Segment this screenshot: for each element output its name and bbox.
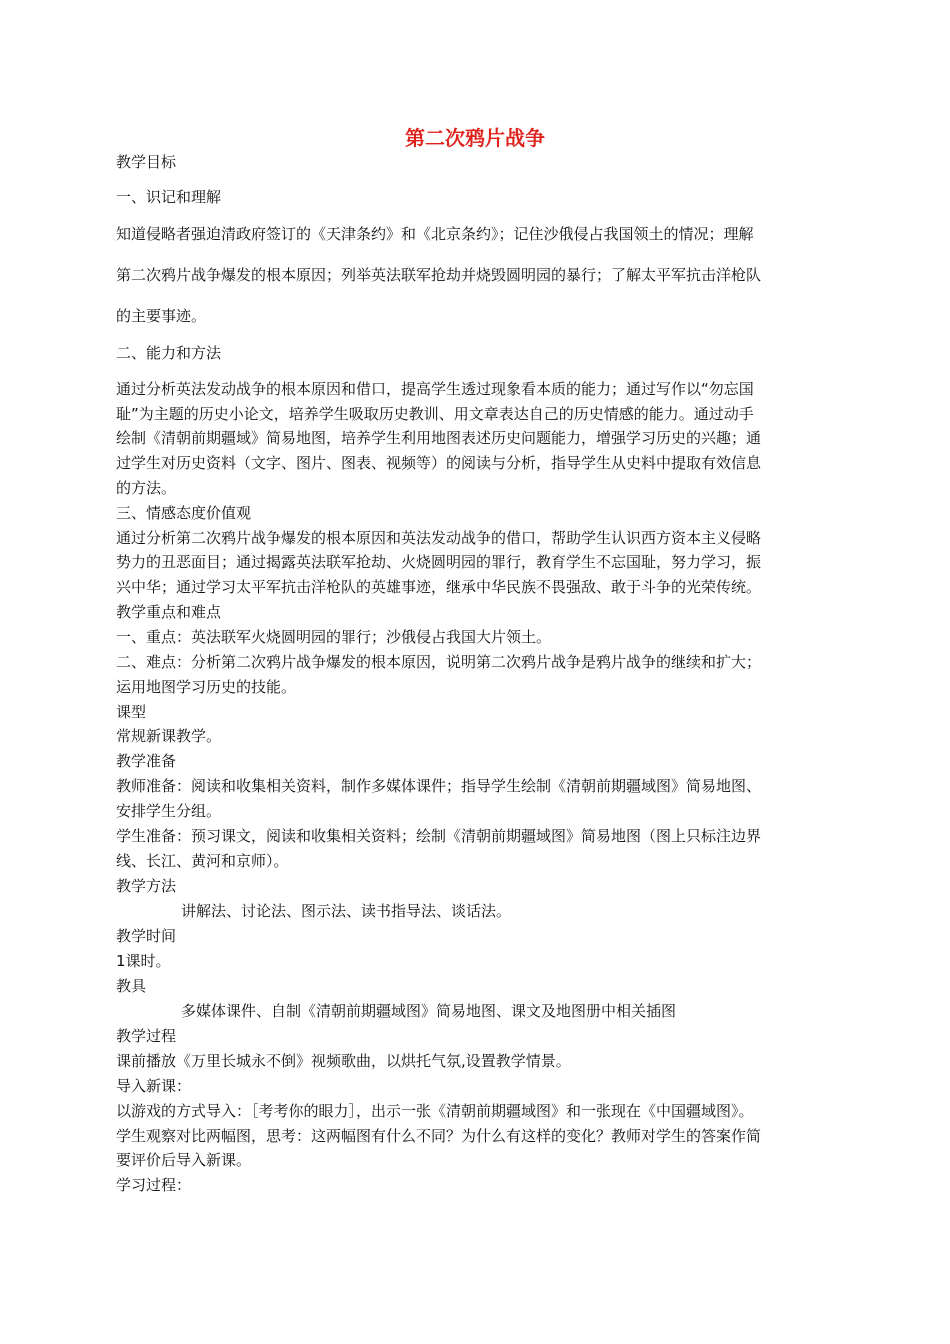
paragraph-line: 通过分析英法发动战争的根本原因和借口，提高学生透过现象看本质的能力；通过写作以“勿忘国 [116, 380, 754, 398]
paragraph-line: 线、长江、黄河和京师）。 [116, 852, 289, 870]
paragraph-line: 安排学生分组。 [116, 802, 222, 820]
paragraph-line: 过学生对历史资料（文字、图片、图表、视频等）的阅读与分析，指导学生从史料中提取有效信息 [116, 454, 762, 472]
paragraph-line: 的方法。 [116, 479, 177, 497]
paragraph-line: 常规新课教学。 [116, 727, 222, 745]
paragraph-line: 耻”为主题的历史小论文，培养学生吸取历史教训、用文章表达自己的历史情感的能力。通过动手 [116, 405, 754, 423]
paragraph-line: 兴中华；通过学习太平军抗击洋枪队的英雄事迹，继承中华民族不畏强敌、敢于斗争的光荣传统。 [116, 578, 762, 596]
paragraph-line: 一、重点：英法联军火烧圆明园的罪行；沙俄侵占我国大片领土。 [116, 628, 552, 646]
paragraph-line: 学生观察对比两幅图，思考：这两幅图有什么不同？为什么有这样的变化？教师对学生的答案作简 [116, 1127, 762, 1145]
heading-preparation: 教学准备 [116, 752, 177, 770]
heading-introduction: 导入新课： [116, 1077, 192, 1095]
heading-learning-process: 学习过程： [116, 1176, 192, 1194]
paragraph-line: 的主要事迹。 [116, 307, 207, 325]
heading-teaching-aids: 教具 [116, 977, 147, 995]
paragraph-line: 知道侵略者强迫清政府签订的《天津条约》和《北京条约》；记住沙俄侵占我国领土的情况；理解 [116, 225, 754, 243]
heading-teaching-process: 教学过程 [116, 1027, 177, 1045]
paragraph-line: 讲解法、讨论法、图示法、读书指导法、谈话法。 [181, 902, 512, 920]
heading-methods: 教学方法 [116, 877, 177, 895]
paragraph-line: 学生准备：预习课文，阅读和收集相关资料；绘制《清朝前期疆域图》简易地图（图上只标注边界 [116, 827, 762, 845]
paragraph-line: 教师准备：阅读和收集相关资料，制作多媒体课件；指导学生绘制《清朝前期疆域图》简易地图、 [116, 777, 762, 795]
document-title: 第二次鸦片战争 [405, 126, 545, 150]
subheading-knowledge: 一、识记和理解 [116, 188, 222, 206]
paragraph-line: 通过分析第二次鸦片战争爆发的根本原因和英法发动战争的借口，帮助学生认识西方资本主义侵略 [116, 529, 762, 547]
heading-teaching-time: 教学时间 [116, 927, 177, 945]
paragraph-line: 势力的丑恶面目；通过揭露英法联军抢劫、火烧圆明园的罪行，教育学生不忘国耻，努力学习，振 [116, 553, 762, 571]
heading-key-points: 教学重点和难点 [116, 603, 222, 621]
paragraph-line: 1课时。 [116, 952, 171, 970]
subheading-attitude: 三、情感态度价值观 [116, 504, 252, 522]
paragraph-line: 运用地图学习历史的技能。 [116, 678, 297, 696]
heading-teaching-goals: 教学目标 [116, 153, 177, 171]
paragraph-line: 二、难点：分析第二次鸦片战争爆发的根本原因，说明第二次鸦片战争是鸦片战争的继续和扩大； [116, 653, 762, 671]
paragraph-line: 绘制《清朝前期疆域》简易地图，培养学生利用地图表述历史问题能力，增强学习历史的兴趣；通 [116, 429, 762, 447]
paragraph-line: 多媒体课件、自制《清朝前期疆域图》简易地图、课文及地图册中相关插图 [181, 1002, 677, 1020]
heading-lesson-type: 课型 [116, 703, 147, 721]
paragraph-line: 课前播放《万里长城永不倒》视频歌曲，以烘托气氛,设置教学情景。 [116, 1052, 571, 1070]
paragraph-line: 第二次鸦片战争爆发的根本原因；列举英法联军抢劫并烧毁圆明园的暴行；了解太平军抗击洋枪队 [116, 266, 762, 284]
paragraph-line: 要评价后导入新课。 [116, 1151, 252, 1169]
subheading-ability: 二、能力和方法 [116, 344, 222, 362]
paragraph-line: 以游戏的方式导入：［考考你的眼力］，出示一张《清朝前期疆域图》和一张现在《中国疆域图》。 [116, 1102, 754, 1120]
